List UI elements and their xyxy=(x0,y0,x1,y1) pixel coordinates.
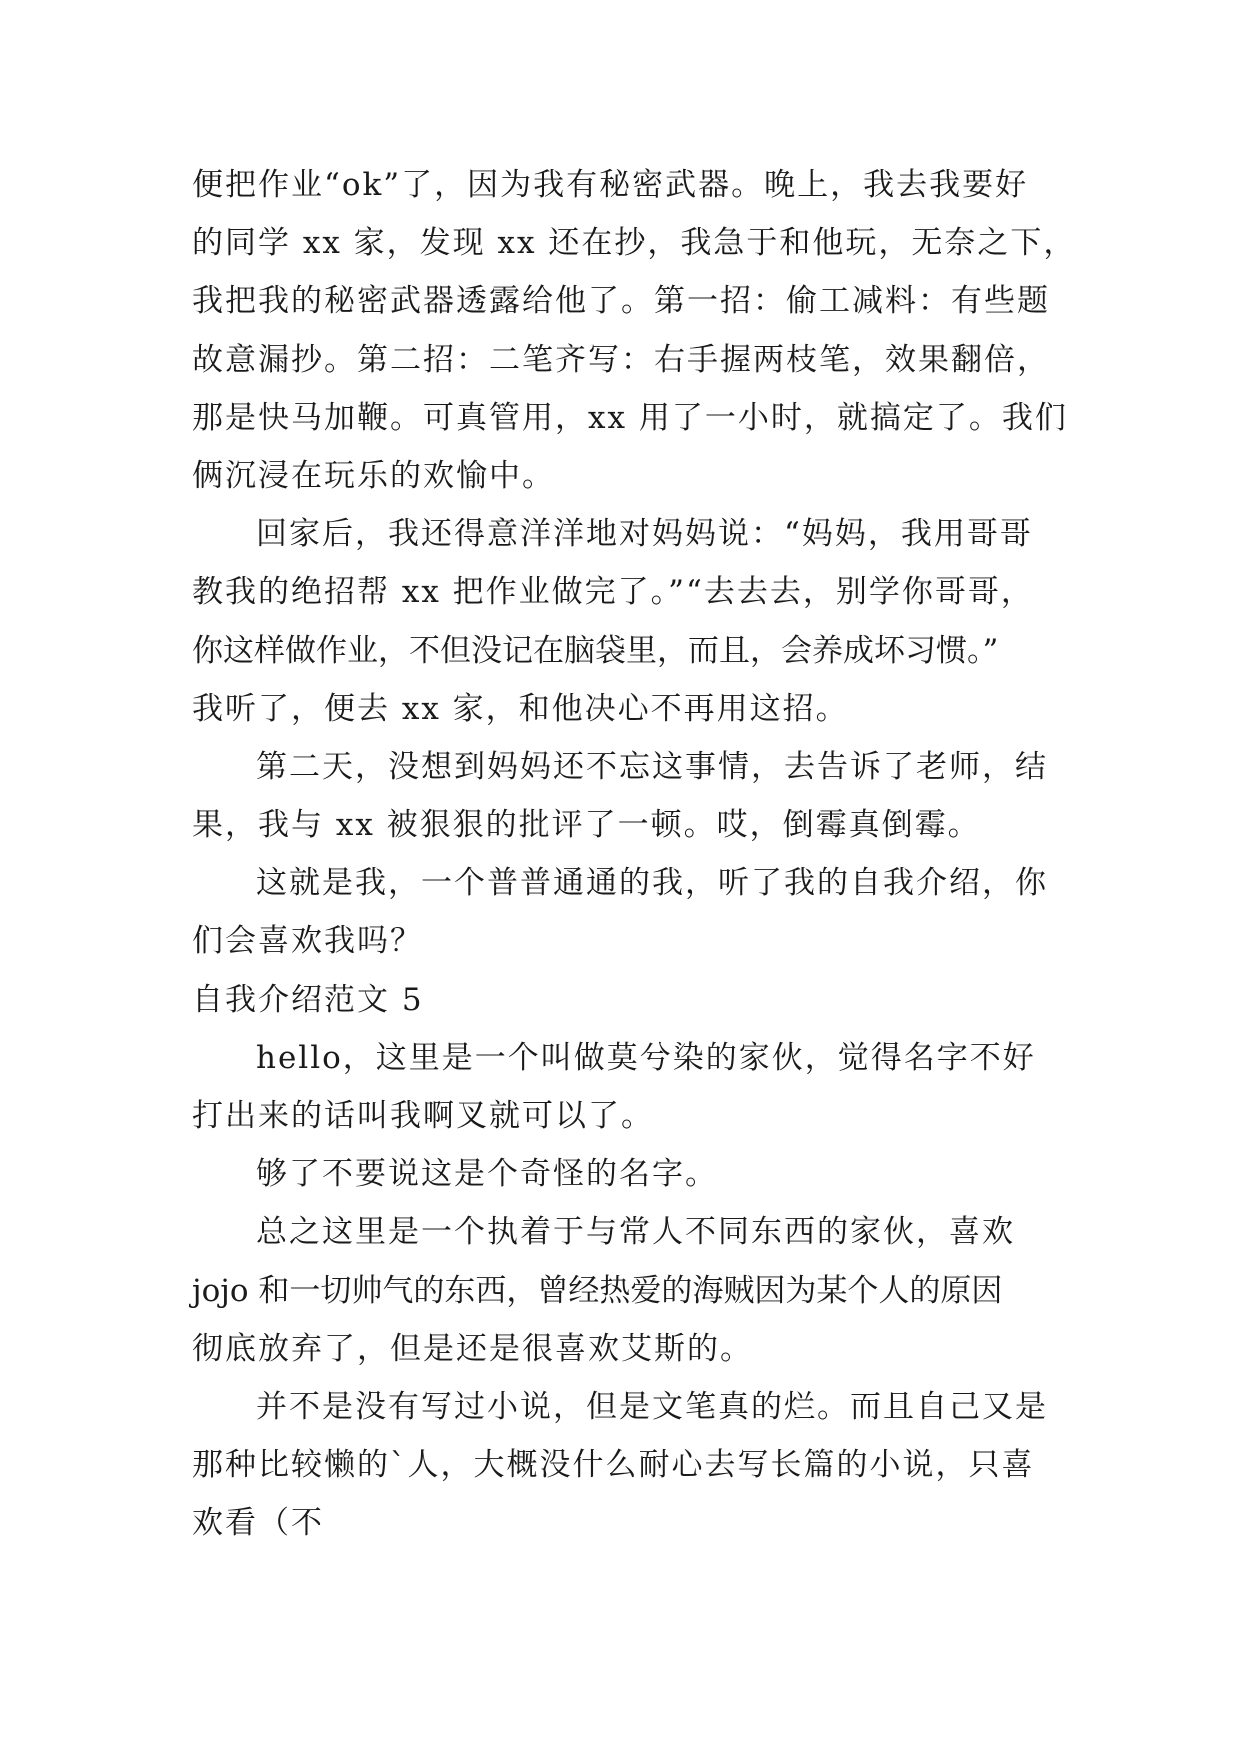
text-line: jojo 和一切帅气的东西，曾经热爱的海贼因为某个人的原因 xyxy=(192,1272,1003,1309)
paragraph-first-line: 总之这里是一个执着于与常人不同东西的家伙，喜欢 xyxy=(256,1214,1015,1251)
text-line: 打出来的话叫我啊叉就可以了。 xyxy=(192,1098,654,1134)
document-body xyxy=(192,156,1077,1553)
text-line: 俩沉浸在玩乐的欢愉中。 xyxy=(192,457,555,494)
text-line: 你这样做作业，不但没记在脑袋里，而且，会养成坏习惯。” xyxy=(192,632,999,669)
text-line: 故意漏抄。第二招：二笔齐写：右手握两枝笔，效果翻倍， xyxy=(192,341,1050,378)
text-line: 的同学 xx 家，发现 xx 还在抄，我急于和他玩，无奈之下， xyxy=(192,225,1077,262)
section-heading: 自我介绍范文 5 xyxy=(192,981,424,1018)
text-line: 教我的绝招帮 xx 把作业做完了。”“去去去，别学你哥哥， xyxy=(192,574,1034,611)
paragraph-first-line: 这就是我，一个普普通通的我，听了我的自我介绍，你 xyxy=(256,865,1048,902)
text-line: 我听了，便去 xx 家，和他决心不再用这招。 xyxy=(192,690,849,727)
text-line: 彻底放弃了，但是还是很喜欢艾斯的。 xyxy=(192,1330,753,1367)
text-line: 那是快马加鞭。可真管用，xx 用了一小时，就搞定了。我们 xyxy=(192,399,1068,436)
text-line: 果，我与 xx 被狠狠的批评了一顿。哎，倒霉真倒霉。 xyxy=(192,807,981,844)
paragraph-first-line: 回家后，我还得意洋洋地对妈妈说：“妈妈，我用哥哥 xyxy=(256,516,1033,553)
paragraph-first-line: hello，这里是一个叫做莫兮染的家伙，觉得名字不好 xyxy=(256,1039,1036,1076)
text-line: 我把我的秘密武器透露给他了。第一招：偷工减料：有些题 xyxy=(192,283,1050,320)
paragraph-first-line: 第二天，没想到妈妈还不忘这事情，去告诉了老师，结 xyxy=(256,748,1048,785)
text-line: 们会喜欢我吗？ xyxy=(192,923,423,960)
text-line: 那种比较懒的`人，大概没什么耐心去写长篇的小说，只喜 xyxy=(192,1447,1035,1484)
paragraph-first-line: 够了不要说这是个奇怪的名字。 xyxy=(256,1156,718,1193)
paragraph-first-line: 并不是没有写过小说，但是文笔真的烂。而且自己又是 xyxy=(256,1388,1048,1425)
text-line: 便把作业“ok”了，因为我有秘密武器。晚上，我去我要好 xyxy=(192,167,1029,203)
text-line: 欢看（不 xyxy=(192,1505,324,1542)
